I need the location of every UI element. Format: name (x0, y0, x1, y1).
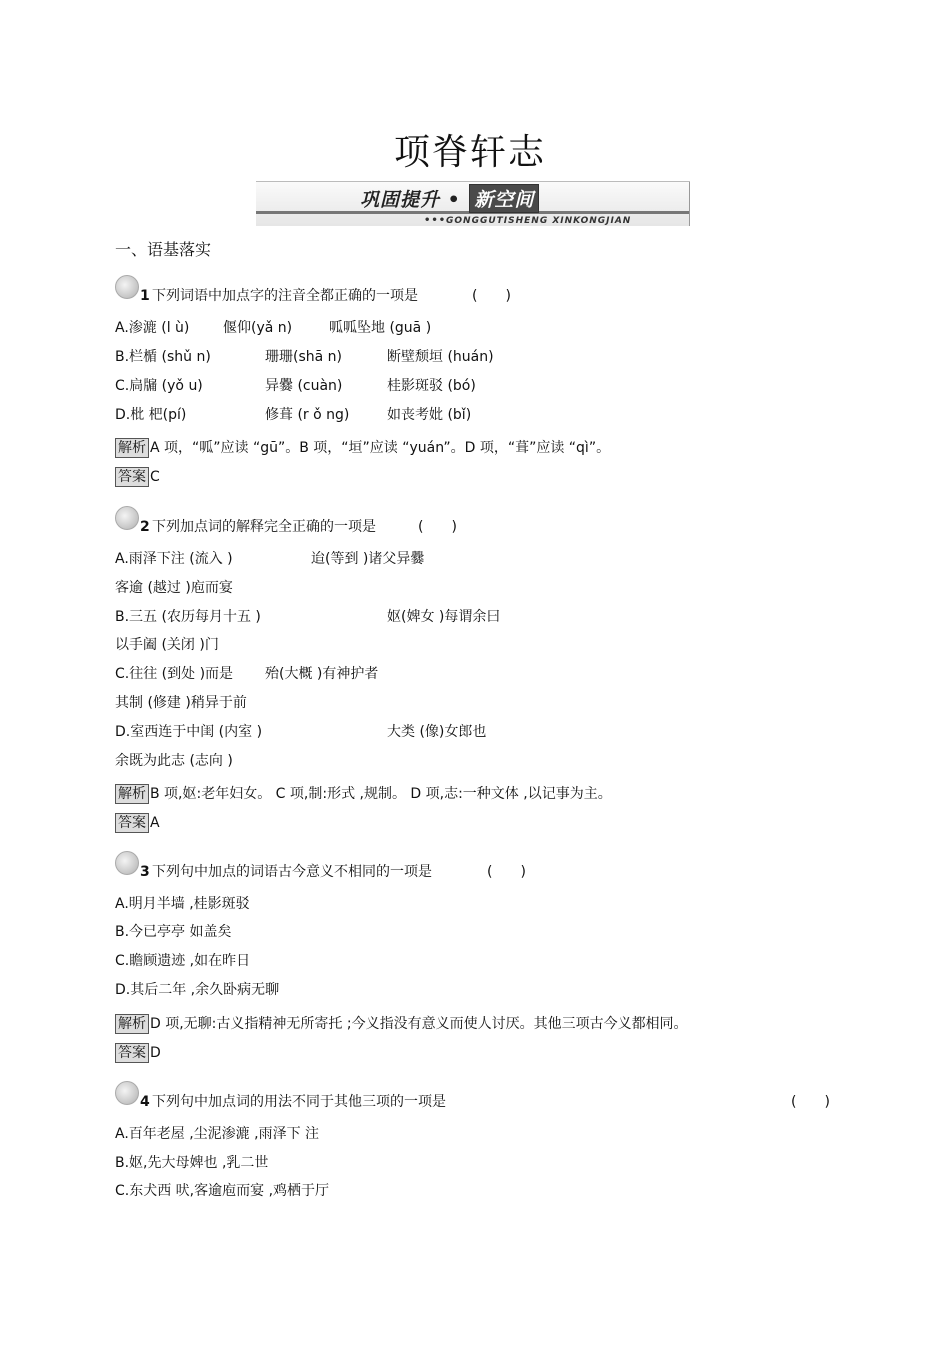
option-text: A.明月半墙 ,桂影斑驳 (115, 896, 250, 912)
analysis-label: 解析 (115, 1014, 149, 1034)
option-a-1: A.渗漉 (l ù) (115, 320, 190, 336)
analysis-row (115, 784, 612, 804)
question-bullet-icon (115, 275, 139, 299)
option-text: A.雨泽下注 (流入 ) (115, 551, 233, 567)
option-text: B.今已亭亭 如盖矣 (115, 924, 232, 940)
option-text: C.往往 (到处 )而是 (115, 666, 234, 682)
option-c-1: C.扃牖 (yǒ u) (115, 378, 203, 394)
answer-blank: ( ) (791, 1094, 830, 1110)
banner-dots: ••• (424, 215, 447, 226)
banner-edge (689, 182, 690, 226)
banner-title (360, 184, 539, 213)
option-text: D.其后二年 ,余久卧病无聊 (115, 982, 280, 998)
banner-subtitle (424, 215, 632, 226)
page-title: 项脊轩志 (393, 132, 546, 173)
question-number: 1 (140, 288, 150, 304)
answer-text: A (150, 815, 160, 831)
question-number: 3 (140, 864, 150, 880)
option-a-2: 偃仰(yǎ n) (223, 320, 293, 336)
option-text: C.瞻顾遗迹 ,如在昨日 (115, 953, 251, 969)
option-c-2: 异爨 (cuàn) (265, 378, 343, 394)
section-heading: 一、语基落实 (115, 240, 212, 259)
question-number: 2 (140, 519, 150, 535)
answer-row (115, 467, 160, 487)
answer-blank: ( ) (487, 864, 526, 880)
option-text: A.百年老屋 ,尘泥渗漉 ,雨泽下 注 (115, 1126, 320, 1142)
analysis-row (115, 1014, 688, 1034)
answer-label: 答案 (115, 1043, 149, 1063)
option-b-2: 珊珊(shā n) (265, 349, 342, 365)
option-text: 殆(大概 )有神护者 (265, 666, 379, 682)
option-b-1: B.栏楯 (shǔ n) (115, 349, 211, 365)
question-text: 下列句中加点词的用法不同于其他三项的一项是 (152, 1094, 446, 1110)
option-text: 以手阖 (关闭 )门 (115, 637, 219, 653)
option-text: 余既为此志 (志向 ) (115, 753, 233, 769)
answer-label: 答案 (115, 467, 149, 487)
analysis-label: 解析 (115, 784, 149, 804)
answer-row (115, 813, 160, 833)
banner-sub-text: GONGGUTISHENG XINKONGJIAN (446, 216, 632, 226)
banner-dot: • (447, 189, 461, 211)
analysis-text: B 项,妪:老年妇女。 C 项,制:形式 ,规制。 D 项,志:一种文体 ,以记事为主。 (150, 786, 612, 802)
analysis-label: 解析 (115, 438, 149, 458)
question-text: 下列词语中加点字的注音全都正确的一项是 (152, 288, 418, 304)
answer-blank: ( ) (472, 288, 511, 304)
option-text: D.室西连于中闺 (内室 ) (115, 724, 263, 740)
banner-main: 巩固提升 (360, 189, 441, 211)
analysis-text: D 项,无聊:古义指精神无所寄托 ;今义指没有意义而使人讨厌。其他三项古今义都相同。 (150, 1016, 688, 1032)
option-text: 其制 (修建 )稍异于前 (115, 695, 247, 711)
option-text: 妪(婢女 )每谓余曰 (387, 609, 501, 625)
option-text: 客逾 (越过 )庖而宴 (115, 580, 233, 596)
option-text: B.三五 (农历每月十五 ) (115, 609, 261, 625)
question-bullet-icon (115, 1081, 139, 1105)
question-bullet-icon (115, 506, 139, 530)
option-b-3: 断壁颓垣 (huán) (387, 349, 494, 365)
option-c-3: 桂影斑驳 (bó) (387, 378, 476, 394)
option-text: C.东犬西 吠,客逾庖而宴 ,鸡栖于厅 (115, 1183, 330, 1199)
answer-text: D (150, 1045, 161, 1061)
answer-row (115, 1043, 161, 1063)
analysis-text: A 项，“呱”应读 “gū”。B 项，“垣”应读 “yuán”。D 项，“葺”应读 “qì”。 (150, 440, 611, 456)
option-text: 迨(等到 )诸父异爨 (311, 551, 425, 567)
option-text: B.妪,先大母婢也 ,乳二世 (115, 1155, 269, 1171)
analysis-row (115, 438, 610, 458)
option-a-3: 呱呱坠地 (guā ) (329, 320, 432, 336)
option-d-1: D.枇 杷(pí) (115, 407, 187, 423)
option-d-2: 修葺 (r ǒ ng) (265, 407, 350, 423)
option-d-3: 如丧考妣 (bǐ) (387, 407, 472, 423)
question-text: 下列句中加点的词语古今意义不相同的一项是 (152, 864, 432, 880)
answer-label: 答案 (115, 813, 149, 833)
option-text: 大类 (像)女郎也 (387, 724, 487, 740)
banner-box: 新空间 (469, 184, 539, 213)
answer-text: C (150, 469, 160, 485)
question-bullet-icon (115, 851, 139, 875)
question-text: 下列加点词的解释完全正确的一项是 (152, 519, 376, 535)
question-number: 4 (140, 1094, 150, 1110)
answer-blank: ( ) (418, 519, 457, 535)
section-banner (256, 181, 690, 226)
